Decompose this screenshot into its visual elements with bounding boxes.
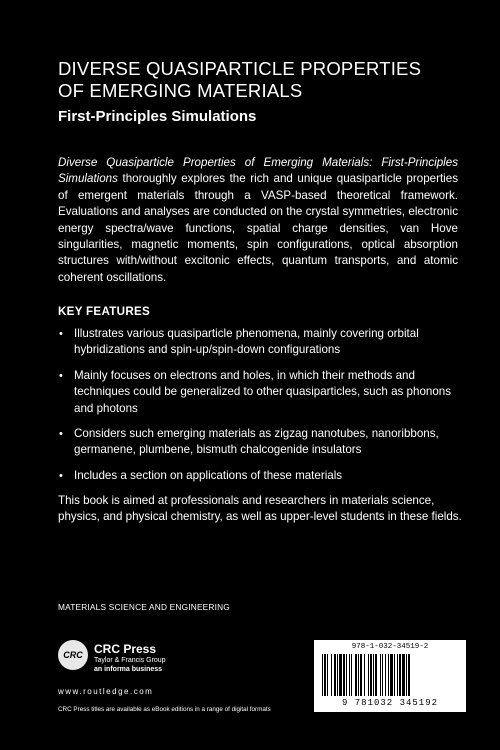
description — [58, 155, 458, 286]
feature-text: Mainly focuses on electrons and holes, in which their methods and techniques could be generalized to other quasiparticles, such as phonons and photons — [74, 368, 452, 415]
book-title-line2: OF EMERGING MATERIALS — [58, 80, 303, 101]
description-italic-title: Diverse Quasiparticle Properties of Emerging Materials: First-Principles Simulations — [58, 156, 458, 186]
feature-text: Considers such emerging materials as zigzag nanotubes, nanoribbons, germanene, plumbene, bismuth chalcogenide insulators — [74, 427, 439, 457]
list-item — [58, 326, 463, 359]
book-subtitle: First-Principles Simulations — [58, 108, 257, 125]
barcode-digits: 9 781032 345192 — [341, 698, 438, 708]
key-features-list — [58, 326, 463, 493]
crc-logo-icon: CRC — [58, 640, 88, 670]
publisher-website: www.routledge.com — [58, 687, 154, 696]
publisher-informa: an informa business — [94, 666, 163, 673]
bullet-icon: • — [59, 428, 63, 441]
publisher-name: CRC Press — [94, 642, 157, 656]
list-item — [58, 426, 463, 459]
audience-statement: This book is aimed at professionals and researchers in materials science, physics, and physical chemistry, as well as upper-level students in these fields. — [58, 494, 462, 524]
book-title-line1: DIVERSE QUASIPARTICLE PROPERTIES — [58, 58, 422, 79]
key-features-heading: KEY FEATURES — [58, 305, 151, 318]
isbn-text: 978-1-032-34519-2 — [351, 643, 429, 651]
bullet-icon: • — [59, 328, 63, 340]
ebook-footnote: CRC Press titles are available as eBook editions in a range of digital formats — [58, 706, 271, 713]
description-body: thoroughly explores the rich and unique quasiparticle properties of emergent materials through a VASP-based theoretical framework. Evaluations and analyses are conducted on the crystal symmetries, electronic energy spectra/wave functions, spatial charge densities, van Hove singularities, magnetic moments, spin configurations, optical absorption structures with/without excitonic effects, quantum transports, and atomic coherent oscillations. — [58, 172, 458, 284]
feature-text: Includes a section on applications of these materials — [74, 468, 343, 482]
isbn-barcode — [314, 640, 466, 712]
bullet-icon: • — [59, 369, 63, 382]
publisher-group: Taylor & Francis Group — [94, 657, 166, 664]
bullet-icon: • — [59, 469, 63, 482]
barcode-bars-icon — [322, 654, 458, 696]
list-item — [58, 468, 463, 484]
book-title — [58, 58, 478, 102]
list-item — [58, 368, 463, 417]
series-label: MATERIALS SCIENCE AND ENGINEERING — [58, 602, 230, 612]
feature-text: Illustrates various quasiparticle phenomena, mainly covering orbital hybridizations and spin-up/spin-down configurations — [74, 327, 419, 357]
